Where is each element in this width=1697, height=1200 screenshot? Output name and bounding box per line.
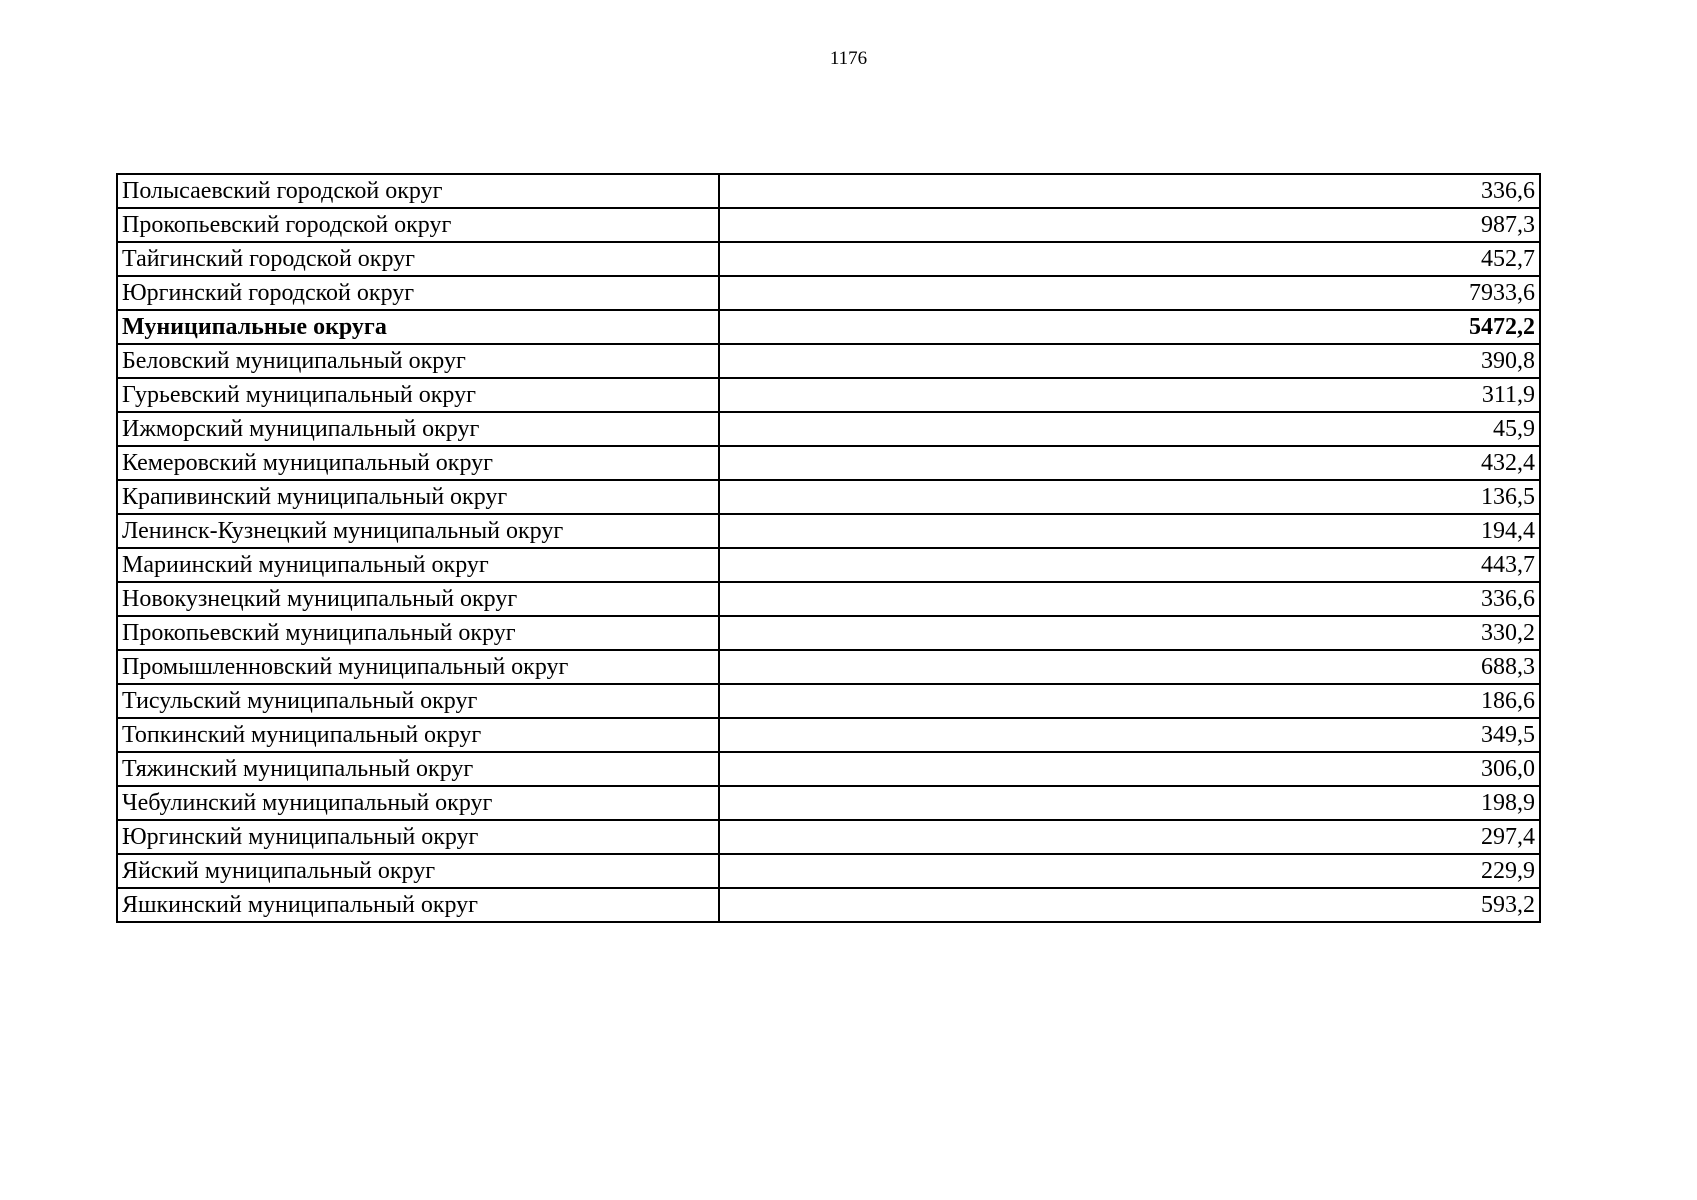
table-row <box>117 480 1540 514</box>
table-row <box>117 208 1540 242</box>
district-value-cell: 229,9 <box>719 854 1540 888</box>
district-name-cell: Прокопьевский муниципальный округ <box>117 616 719 650</box>
district-value-cell: 432,4 <box>719 446 1540 480</box>
district-value-cell: 336,6 <box>719 582 1540 616</box>
table-row <box>117 378 1540 412</box>
district-value-cell: 390,8 <box>719 344 1540 378</box>
district-value-cell: 186,6 <box>719 684 1540 718</box>
district-value-cell: 688,3 <box>719 650 1540 684</box>
table-row <box>117 820 1540 854</box>
district-value-cell: 311,9 <box>719 378 1540 412</box>
table-row <box>117 548 1540 582</box>
district-name-cell: Яшкинский муниципальный округ <box>117 888 719 922</box>
data-table <box>116 173 1541 923</box>
district-value-cell: 194,4 <box>719 514 1540 548</box>
district-value-cell: 45,9 <box>719 412 1540 446</box>
table-row <box>117 684 1540 718</box>
table-row <box>117 786 1540 820</box>
district-value-cell: 349,5 <box>719 718 1540 752</box>
table-row <box>117 412 1540 446</box>
table-row <box>117 888 1540 922</box>
table-row <box>117 242 1540 276</box>
district-name-cell: Тисульский муниципальный округ <box>117 684 719 718</box>
table-body <box>117 174 1540 922</box>
district-name-cell: Тяжинский муниципальный округ <box>117 752 719 786</box>
district-name-cell: Беловский муниципальный округ <box>117 344 719 378</box>
district-value-cell: 7933,6 <box>719 276 1540 310</box>
district-value-cell: 593,2 <box>719 888 1540 922</box>
district-name-cell: Чебулинский муниципальный округ <box>117 786 719 820</box>
district-name-cell: Топкинский муниципальный округ <box>117 718 719 752</box>
district-value-cell: 443,7 <box>719 548 1540 582</box>
district-value-cell: 198,9 <box>719 786 1540 820</box>
table-row <box>117 752 1540 786</box>
group-total-cell: 5472,2 <box>719 310 1540 344</box>
table-row <box>117 310 1540 344</box>
district-name-cell: Тайгинский городской округ <box>117 242 719 276</box>
district-name-cell: Гурьевский муниципальный округ <box>117 378 719 412</box>
district-name-cell: Крапивинский муниципальный округ <box>117 480 719 514</box>
district-value-cell: 297,4 <box>719 820 1540 854</box>
district-value-cell: 136,5 <box>719 480 1540 514</box>
table-row <box>117 854 1540 888</box>
district-name-cell: Ленинск-Кузнецкий муниципальный округ <box>117 514 719 548</box>
table-row <box>117 276 1540 310</box>
table-row <box>117 514 1540 548</box>
group-heading-cell: Муниципальные округа <box>117 310 719 344</box>
district-name-cell: Мариинский муниципальный округ <box>117 548 719 582</box>
district-name-cell: Юргинский городской округ <box>117 276 719 310</box>
table-row <box>117 616 1540 650</box>
district-name-cell: Прокопьевский городской округ <box>117 208 719 242</box>
district-name-cell: Промышленновский муниципальный округ <box>117 650 719 684</box>
table-row <box>117 344 1540 378</box>
table-row <box>117 174 1540 208</box>
district-name-cell: Яйский муниципальный округ <box>117 854 719 888</box>
table-row <box>117 650 1540 684</box>
page-number: 1176 <box>829 48 868 69</box>
district-value-cell: 987,3 <box>719 208 1540 242</box>
district-name-cell: Юргинский муниципальный округ <box>117 820 719 854</box>
table-row <box>117 582 1540 616</box>
district-name-cell: Кемеровский муниципальный округ <box>117 446 719 480</box>
district-value-cell: 336,6 <box>719 174 1540 208</box>
district-value-cell: 330,2 <box>719 616 1540 650</box>
district-name-cell: Новокузнецкий муниципальный округ <box>117 582 719 616</box>
district-value-cell: 306,0 <box>719 752 1540 786</box>
district-name-cell: Полысаевский городской округ <box>117 174 719 208</box>
district-value-cell: 452,7 <box>719 242 1540 276</box>
table-row <box>117 446 1540 480</box>
district-name-cell: Ижморский муниципальный округ <box>117 412 719 446</box>
table-row <box>117 718 1540 752</box>
